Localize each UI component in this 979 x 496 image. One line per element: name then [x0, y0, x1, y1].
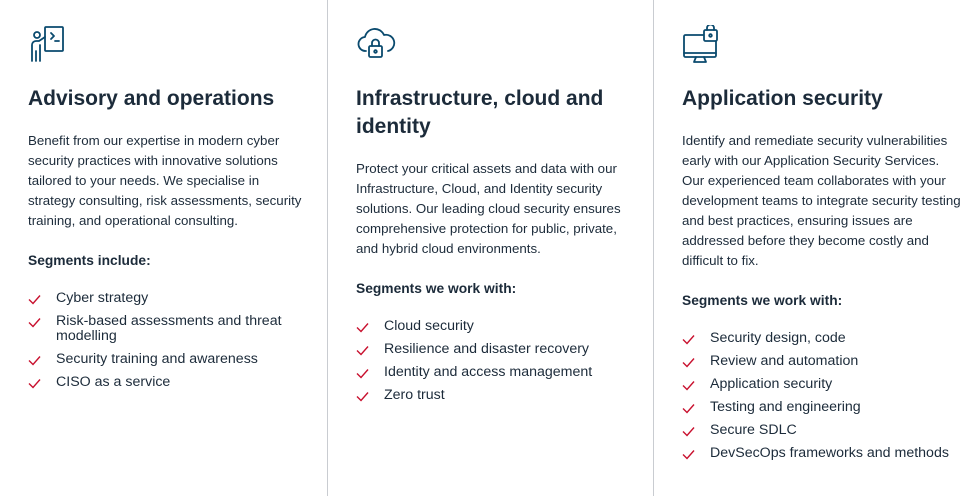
- segments-heading: Segments include:: [28, 253, 151, 268]
- check-icon: [682, 403, 695, 414]
- list-item-label: Secure SDLC: [710, 422, 797, 438]
- list-item-label: DevSecOps frameworks and methods: [710, 445, 949, 461]
- segments-heading: Segments we work with:: [682, 293, 843, 308]
- check-icon: [28, 294, 41, 305]
- list-item-label: Security training and awareness: [56, 351, 258, 367]
- check-icon: [356, 368, 369, 379]
- list-item: [28, 291, 307, 306]
- segments-heading: Segments we work with:: [356, 281, 517, 296]
- list-item: [682, 400, 965, 415]
- list-item: [682, 331, 965, 346]
- card-title: Application security: [682, 87, 883, 110]
- list-item: [356, 342, 633, 357]
- service-card-application: [653, 0, 979, 496]
- list-item: [356, 388, 633, 403]
- list-item-label: Review and automation: [710, 353, 859, 369]
- presentation-icon: [28, 25, 68, 65]
- check-icon: [356, 322, 369, 333]
- list-item: [682, 354, 965, 369]
- list-item-label: Cloud security: [384, 318, 474, 334]
- list-item-label: Zero trust: [384, 387, 445, 403]
- list-item-label: CISO as a service: [56, 374, 171, 390]
- check-icon: [682, 334, 695, 345]
- monitor-lock-icon: [682, 25, 722, 65]
- card-description: Protect your critical assets and data with our Infrastructure, Cloud, and Identity security solutions. Our leading cloud security ensures comprehensive protection for public, private, and hybrid cloud environments.: [356, 161, 621, 256]
- list-item: [682, 423, 965, 438]
- segments-list: [28, 291, 307, 390]
- check-icon: [682, 357, 695, 368]
- list-item-label: Security design, code: [710, 330, 846, 346]
- list-item: [682, 446, 965, 461]
- card-title: Infrastructure, cloud and identity: [356, 87, 604, 138]
- check-icon: [682, 449, 695, 460]
- cloud-lock-icon: [356, 25, 396, 65]
- list-item: [356, 365, 633, 380]
- segments-list: [682, 331, 965, 461]
- check-icon: [356, 345, 369, 356]
- list-item-label: Risk-based assessments and threat modelling: [56, 313, 282, 344]
- segments-list: [356, 319, 633, 403]
- list-item-label: Testing and engineering: [710, 399, 861, 415]
- list-item-label: Resilience and disaster recovery: [384, 341, 590, 357]
- list-item-label: Cyber strategy: [56, 290, 149, 306]
- card-title: Advisory and operations: [28, 87, 275, 110]
- list-item: [682, 377, 965, 392]
- list-item: [28, 352, 307, 367]
- card-description: Benefit from our expertise in modern cyber security practices with innovative solutions tailored to your needs. We specialise in strategy consulting, risk assessments, security training, and operational consulting.: [28, 133, 302, 228]
- check-icon: [682, 380, 695, 391]
- service-card-infrastructure: [327, 0, 653, 496]
- check-icon: [28, 355, 41, 366]
- list-item: [356, 319, 633, 334]
- list-item-label: Identity and access management: [384, 364, 593, 380]
- check-icon: [28, 378, 41, 389]
- list-item-label: Application security: [710, 376, 833, 392]
- service-card-advisory: [0, 0, 327, 496]
- list-item: [28, 314, 307, 344]
- check-icon: [356, 391, 369, 402]
- check-icon: [28, 317, 41, 328]
- card-description: Identify and remediate security vulnerabilities early with our Application Security Services. Our experienced team collaborates with your development teams to integrate security testing and best practices, ensuring issues are addressed before they become costly and difficult to fix.: [682, 133, 961, 268]
- list-item: [28, 375, 307, 390]
- check-icon: [682, 426, 695, 437]
